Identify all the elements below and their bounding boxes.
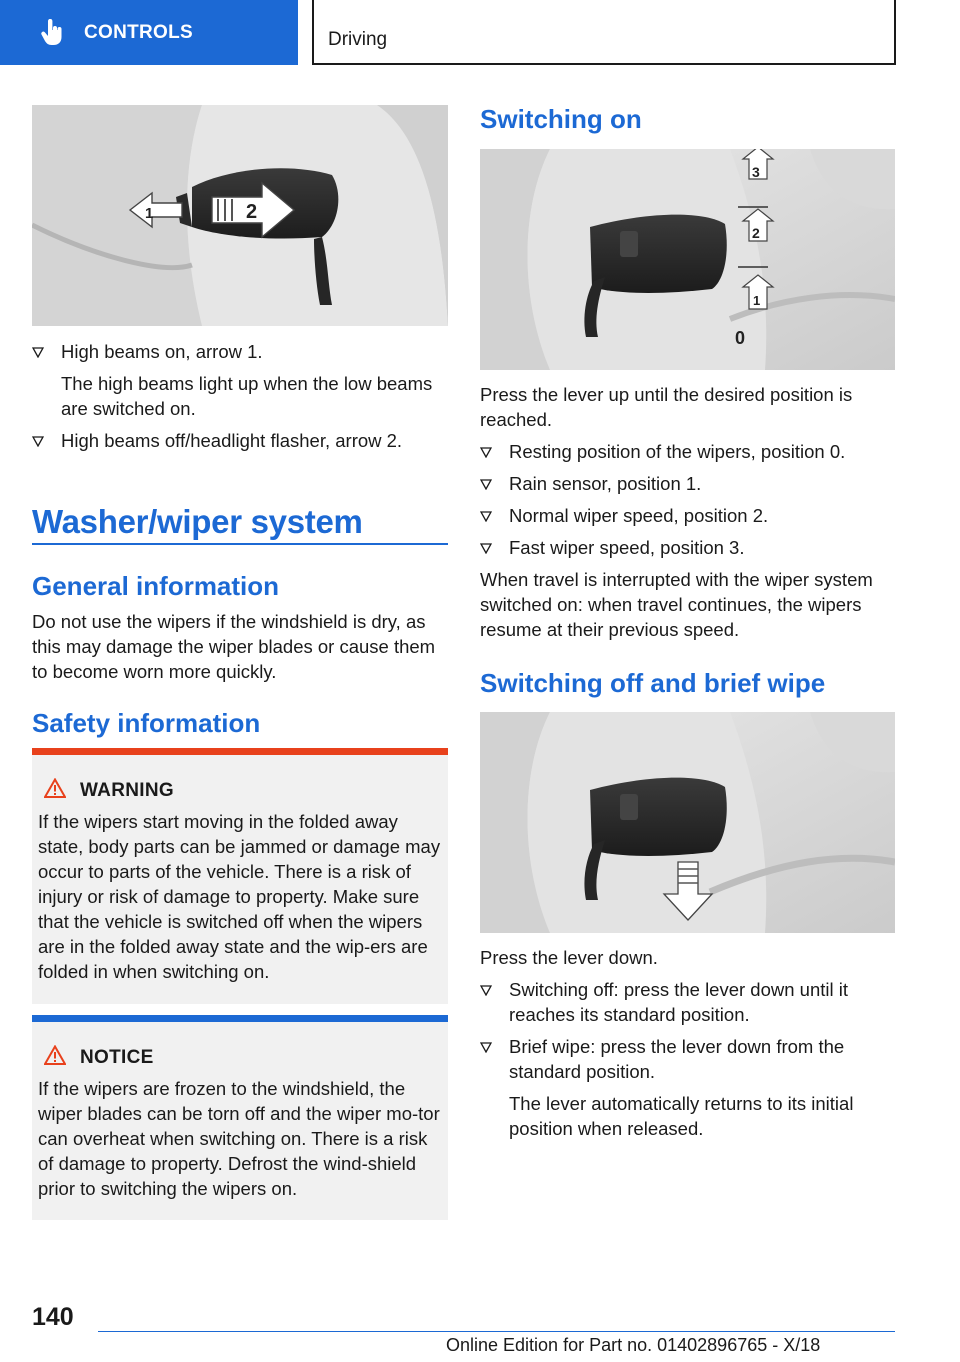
notice-text: If the wipers are frozen to the windshield, the wiper blades can be torn off and the wiper mo‑tor can overheat when switching on. There is a risk of damage to property. Defrost the wind‑shield prior to switching the wipers on.: [38, 1078, 440, 1199]
list-item: [480, 439, 895, 464]
position-3-label: 3: [752, 164, 760, 180]
triangle-bullet-icon: [480, 535, 494, 562]
switching-on-intro: Press the lever up until the desired position is reached.: [480, 384, 853, 430]
hand-pointer-icon: [36, 16, 70, 50]
list-item-subtext: [480, 1091, 895, 1141]
general-info-text: Do not use the wipers if the windshield is dry, as this may damage the wiper blades or cause them to become worn more quickly.: [32, 611, 436, 682]
list-item: [480, 535, 895, 560]
triangle-bullet-icon: [32, 339, 46, 366]
position-1-label: 1: [753, 293, 761, 308]
heading-divider: [32, 543, 448, 545]
switching-on-heading: Switching on: [480, 104, 642, 134]
footer-edition: Online Edition for Part no. 01402896765 - X/18: [446, 1335, 821, 1355]
list-item-subtext: [32, 371, 448, 421]
switching-on-note: When travel is interrupted with the wiper system switched on: when travel continues, the wipers resume at their previous speed.: [480, 569, 873, 640]
chapter-header: [312, 0, 896, 65]
triangle-bullet-icon: [480, 977, 494, 1004]
list-item: [480, 503, 895, 528]
notice-bar: [32, 1015, 448, 1022]
warning-label: WARNING: [80, 779, 174, 801]
warning-callout: [32, 748, 448, 1004]
wiper-lever-up-figure: [480, 149, 895, 370]
switching-off-intro: Press the lever down.: [480, 947, 658, 968]
bullet-text: Normal wiper speed, position 2.: [509, 505, 769, 526]
bullet-subtext: The lever automatically returns to its initial position when released.: [509, 1093, 854, 1139]
chapter-title: Driving: [328, 29, 388, 50]
section-label: CONTROLS: [84, 21, 194, 43]
triangle-bullet-icon: [480, 1034, 494, 1061]
notice-header: [44, 1045, 154, 1070]
wiper-lever-down-figure: [480, 712, 895, 933]
triangle-bullet-icon: [480, 503, 494, 530]
safety-info-heading: Safety information: [32, 708, 261, 738]
warning-triangle-icon: [44, 778, 66, 803]
warning-triangle-icon: [44, 1045, 66, 1070]
notice-label: NOTICE: [80, 1046, 154, 1068]
list-item: [480, 471, 895, 496]
warning-header: [44, 778, 174, 803]
position-0-label: 0: [735, 328, 746, 348]
position-2-label: 2: [752, 225, 760, 241]
high-beam-lever-figure: [32, 105, 448, 326]
bullet-text: Switching off: press the lever down until it reaches its standard position.: [509, 979, 848, 1025]
list-item: [32, 428, 448, 453]
arrow-1-label: 1: [145, 205, 154, 222]
bullet-text: Brief wipe: press the lever down from the standard position.: [509, 1036, 845, 1082]
list-item: [480, 1034, 895, 1084]
notice-callout: [32, 1015, 448, 1220]
bullet-subtext: The high beams light up when the low beams are switched on.: [61, 373, 433, 419]
bullet-text: Resting position of the wipers, position 0.: [509, 441, 846, 462]
section-tab[interactable]: [0, 0, 298, 65]
general-info-heading: General information: [32, 571, 280, 601]
list-item: [32, 339, 448, 364]
warning-bar: [32, 748, 448, 755]
footer-divider: [98, 1331, 895, 1332]
bullet-text: High beams on, arrow 1.: [61, 341, 263, 362]
bullet-text: Rain sensor, position 1.: [509, 473, 702, 494]
triangle-bullet-icon: [480, 439, 494, 466]
switching-off-heading: Switching off and brief wipe: [480, 668, 826, 698]
list-item: [480, 977, 895, 1027]
triangle-bullet-icon: [32, 428, 46, 455]
arrow-2-label: 2: [246, 201, 258, 223]
bullet-text: High beams off/headlight flasher, arrow 2.: [61, 430, 403, 451]
warning-text: If the wipers start moving in the folded away state, body parts can be jammed or damage may occur to parts of the vehicle. There is a risk of injury or risk of damage to property. Make sure that the vehicle is switched off when the wipers are in the folded away state and the wip‑ers are folded in when switching on.: [38, 811, 441, 982]
page-number: 140: [32, 1303, 74, 1331]
section-heading: Washer/wiper system: [32, 503, 363, 540]
triangle-bullet-icon: [480, 471, 494, 498]
bullet-text: Fast wiper speed, position 3.: [509, 537, 745, 558]
